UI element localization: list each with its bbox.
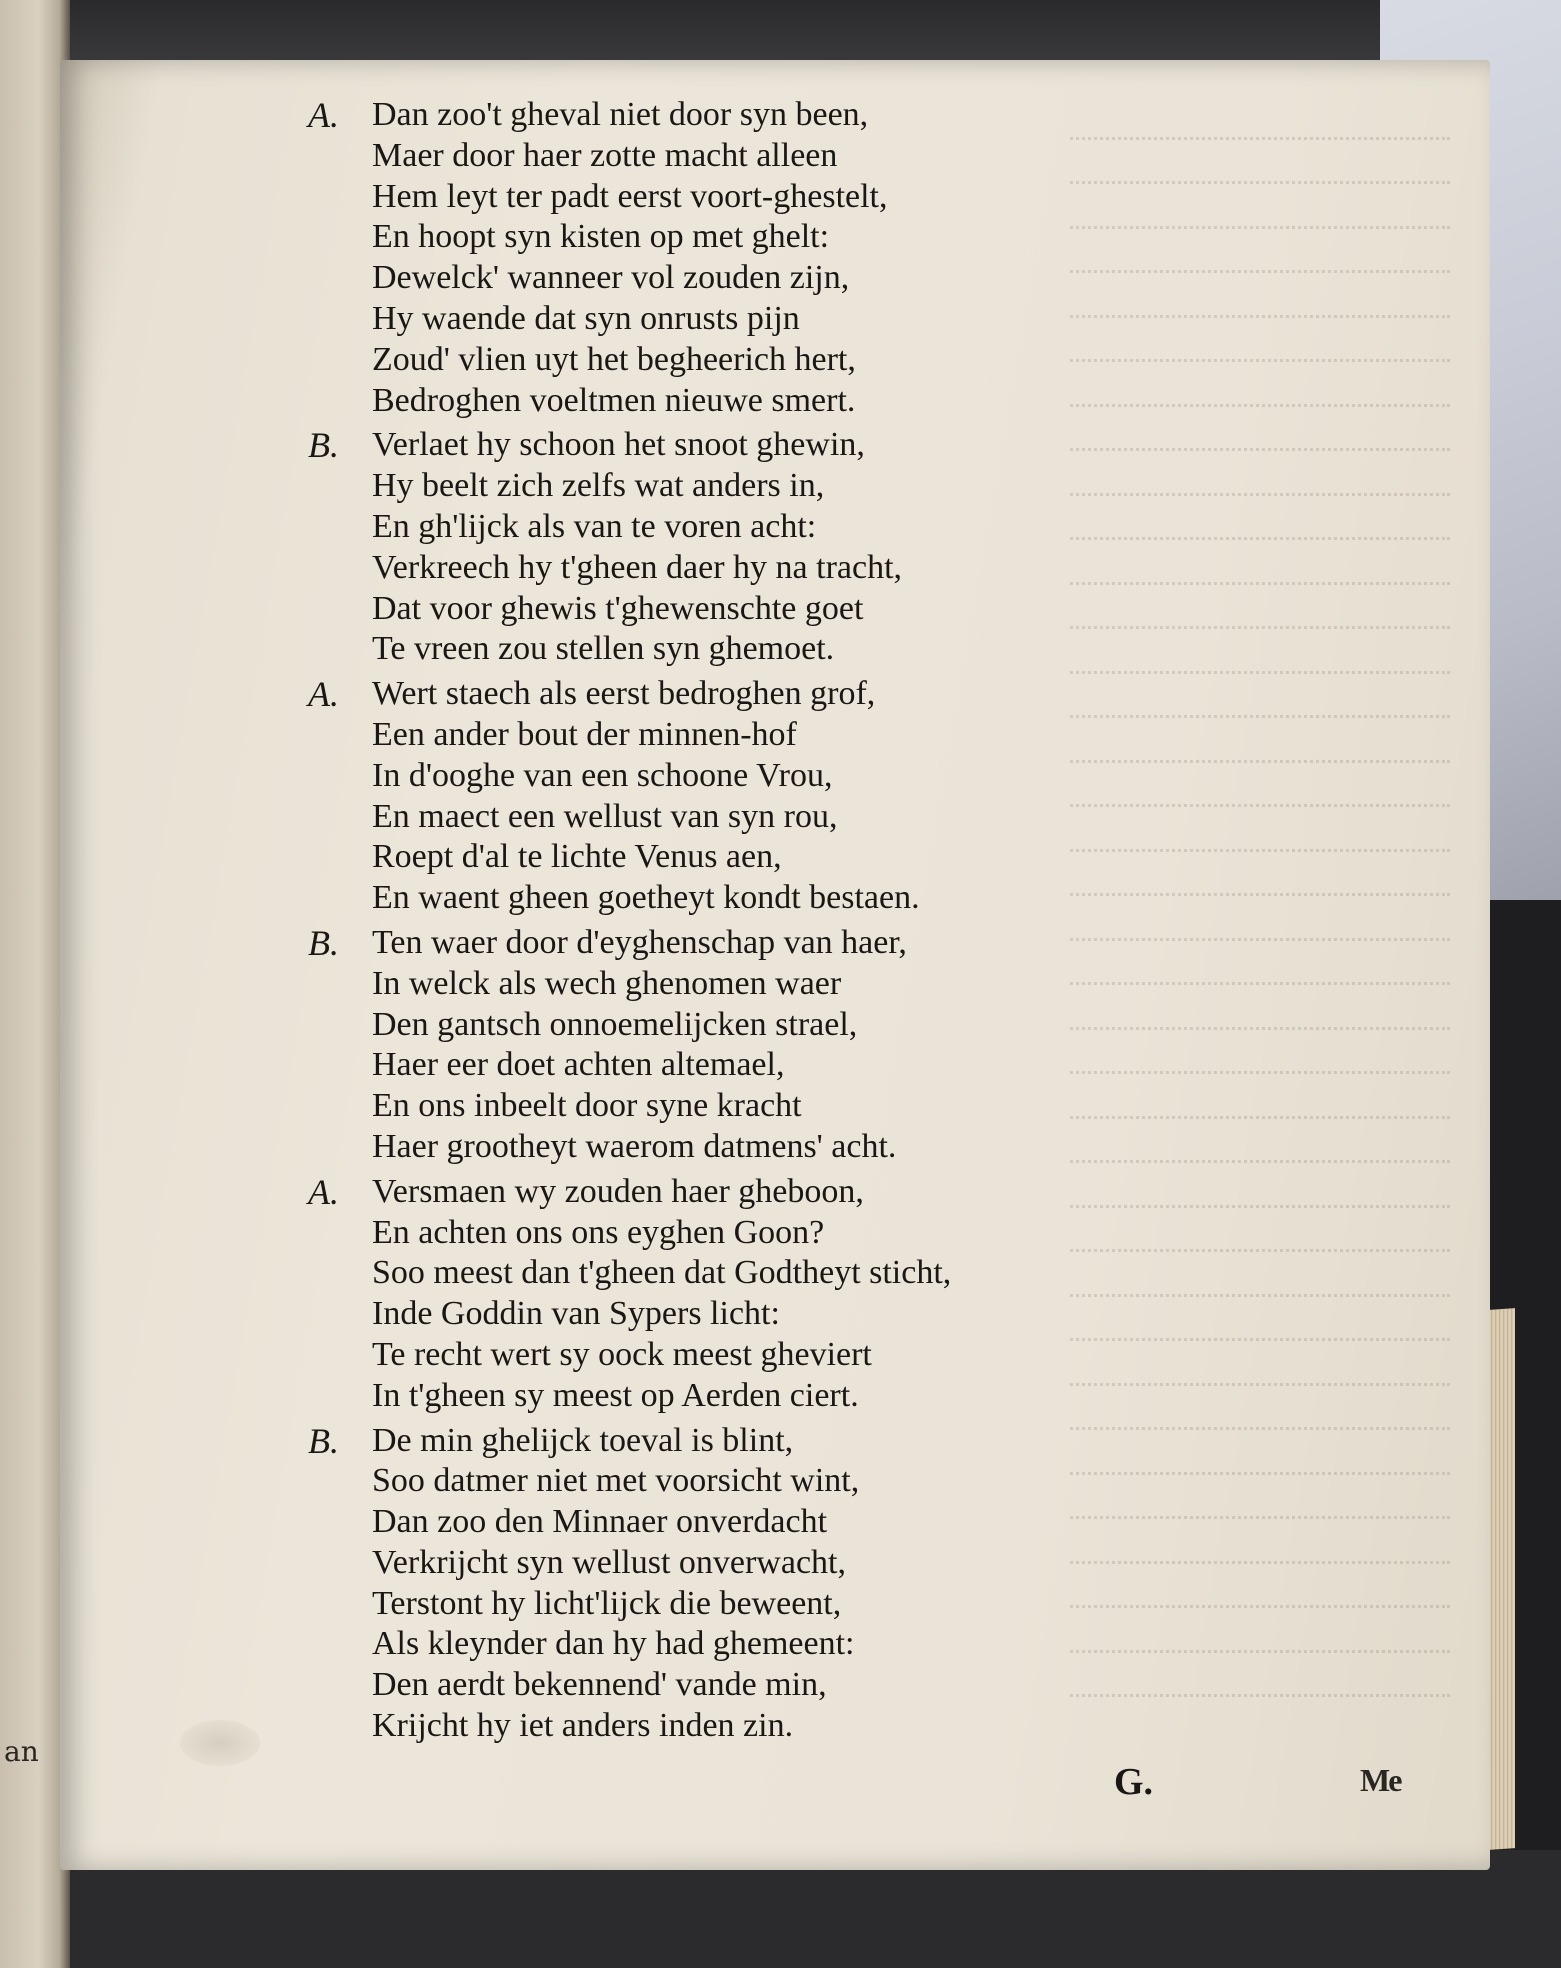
verse-line <box>290 340 1070 381</box>
verse-line <box>290 136 1070 177</box>
poem-text <box>290 95 1070 1747</box>
verse-line-text: Dat voor ghewis t'ghewenschte goet <box>372 589 864 627</box>
verse-line-text: Verlaet hy schoon het snoot ghewin, <box>372 426 865 464</box>
verse-line-text: Dan zoo't gheval niet door syn been, <box>372 96 869 133</box>
verse-line <box>290 466 1070 507</box>
verse-line <box>290 1461 1070 1502</box>
verse-line-text: Haer eer doet achten altemael, <box>372 1046 785 1084</box>
speaker-label: B. <box>308 1420 339 1461</box>
verse-line-text: Inde Goddin van Sypers licht: <box>372 1295 780 1333</box>
speaker-label: B. <box>308 425 339 466</box>
verse-line <box>290 1376 1070 1417</box>
verse-line <box>290 548 1070 589</box>
verse-line <box>290 1294 1070 1335</box>
verse-line <box>290 589 1070 630</box>
verse-line-text: Soo datmer niet met voorsicht wint, <box>372 1462 860 1500</box>
stanza <box>290 1421 1070 1747</box>
verse-line-text: In d'ooghe van een schoone Vrou, <box>372 756 833 794</box>
verse-line <box>290 299 1070 340</box>
verse-line <box>290 1543 1070 1584</box>
verse-line-text: Wert staech als eerst bedroghen grof, <box>372 675 876 713</box>
verse-line <box>290 1127 1070 1168</box>
verse-line <box>290 1253 1070 1294</box>
stanza <box>290 1172 1070 1417</box>
verse-line <box>290 1213 1070 1254</box>
verse-line-text: En ons inbeelt door syne kracht <box>372 1087 802 1125</box>
verse-line-text: Roept d'al te lichte Venus aen, <box>372 838 782 876</box>
verse-line <box>290 1172 1070 1213</box>
verse-line-text: Den gantsch onnoemelijcken strael, <box>372 1005 858 1043</box>
verse-line-text: Hy beelt zich zelfs wat anders in, <box>372 467 825 505</box>
verse-line <box>290 1624 1070 1665</box>
signature-mark: G. <box>1114 1761 1154 1803</box>
verse-line-text: Dewelck' wanneer vol zouden zijn, <box>372 259 850 297</box>
verse-line-text: Als kleynder dan hy had ghemeent: <box>372 1625 855 1663</box>
stanza <box>290 95 1070 421</box>
speaker-label: A. <box>308 95 339 135</box>
verse-line <box>290 507 1070 548</box>
verse-line <box>290 1584 1070 1625</box>
verse-line-text: In welck als wech ghenomen waer <box>372 964 842 1002</box>
verse-line-text: De min ghelijck toeval is blint, <box>372 1421 794 1459</box>
verse-line-text: En achten ons ons eyghen Goon? <box>372 1213 825 1251</box>
verse-line <box>290 381 1070 422</box>
paper-stain <box>180 1720 260 1766</box>
stanza <box>290 425 1070 670</box>
verse-line <box>290 964 1070 1005</box>
verse-line <box>290 1665 1070 1706</box>
verse-line-text: Versmaen wy zouden haer gheboon, <box>372 1172 864 1210</box>
facing-page-text: an <box>4 1735 39 1768</box>
verse-line <box>290 797 1070 838</box>
verse-line-text: Terstont hy licht'lijck die beweent, <box>372 1584 842 1622</box>
verse-line <box>290 1502 1070 1543</box>
stanza <box>290 923 1070 1168</box>
verse-line-text: En hoopt syn kisten op met ghelt: <box>372 218 830 256</box>
verse-line <box>290 1706 1070 1747</box>
verse-line-text: Dan zoo den Minnaer onverdacht <box>372 1503 828 1541</box>
verse-line-text: Krijcht hy iet anders inden zin. <box>372 1707 794 1745</box>
verse-line-text: Bedroghen voeltmen nieuwe smert. <box>372 381 856 419</box>
verse-line <box>290 715 1070 756</box>
verse-line-text: Haer grootheyt waerom datmens' acht. <box>372 1127 897 1165</box>
verse-line <box>290 258 1070 299</box>
verse-line <box>290 923 1070 964</box>
verse-line <box>290 1045 1070 1086</box>
verse-line-text: En waent gheen goetheyt kondt bestaen. <box>372 879 920 917</box>
verse-line-text: Zoud' vlien uyt het begheerich hert, <box>372 340 856 378</box>
verse-line-text: Hy waende dat syn onrusts pijn <box>372 299 800 337</box>
verse-line-text: Te vreen zou stellen syn ghemoet. <box>372 630 835 668</box>
verse-line <box>290 1086 1070 1127</box>
speaker-label: B. <box>308 922 339 963</box>
verse-line <box>290 177 1070 218</box>
verse-line <box>290 1005 1070 1046</box>
speaker-label: A. <box>308 674 339 715</box>
verse-line-text: Verkreech hy t'gheen daer hy na tracht, <box>372 548 903 586</box>
verso-bleed-through <box>1040 95 1460 1745</box>
verse-line <box>290 95 1070 136</box>
stanza <box>290 674 1070 919</box>
verse-line <box>290 629 1070 670</box>
catchword: Me <box>1360 1762 1401 1798</box>
verse-line-text: En gh'lijck als van te voren acht: <box>372 507 817 545</box>
verse-line <box>290 674 1070 715</box>
speaker-label: A. <box>308 1171 339 1212</box>
verse-line <box>290 756 1070 797</box>
verse-line-text: Den aerdt bekennend' vande min, <box>372 1666 827 1704</box>
verse-line <box>290 1335 1070 1376</box>
verse-line <box>290 425 1070 466</box>
verse-line-text: Verkrijcht syn wellust onverwacht, <box>372 1543 846 1581</box>
verse-line-text: Maer door haer zotte macht alleen <box>372 136 838 174</box>
verse-line-text: Soo meest dan t'gheen dat Godtheyt sticht, <box>372 1254 952 1292</box>
verse-line <box>290 837 1070 878</box>
verse-line <box>290 878 1070 919</box>
verse-line-text: Een ander bout der minnen-hof <box>372 715 797 753</box>
verse-line-text: Hem leyt ter padt eerst voort-ghestelt, <box>372 177 888 215</box>
verse-line <box>290 1421 1070 1462</box>
verse-line <box>290 217 1070 258</box>
verse-line-text: Ten waer door d'eyghenschap van haer, <box>372 923 907 961</box>
verse-line-text: In t'gheen sy meest op Aerden ciert. <box>372 1376 859 1414</box>
verse-line-text: En maect een wellust van syn rou, <box>372 797 838 835</box>
verse-line-text: Te recht wert sy oock meest gheviert <box>372 1335 872 1373</box>
